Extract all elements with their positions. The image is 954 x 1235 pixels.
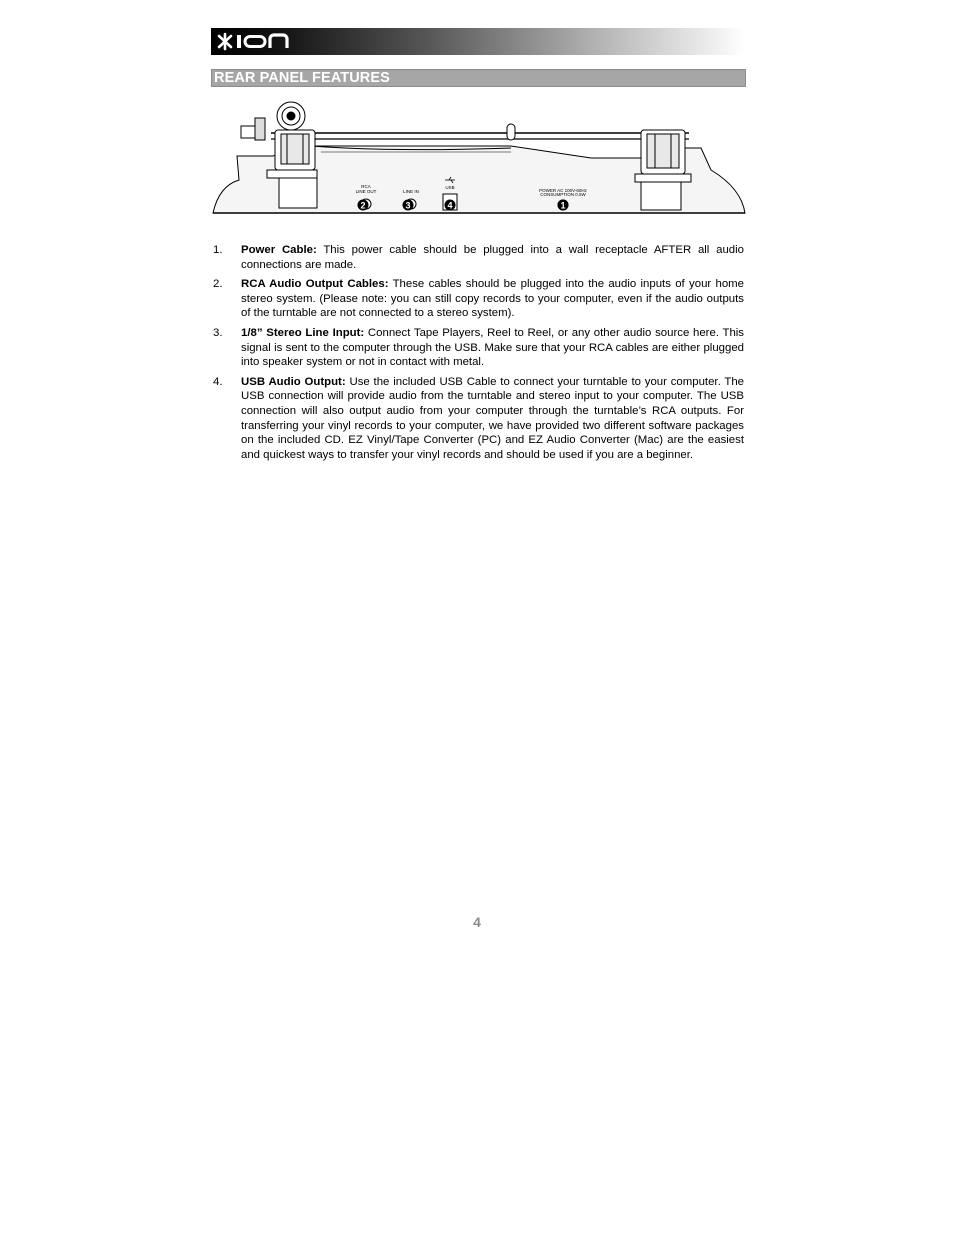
item-description: This power cable should be plugged into a wall receptacle AFTER all audio connections are made. [241,244,744,271]
list-item [213,375,744,463]
item-description: These cables should be plugged into the audio inputs of your home stereo system. (Please note: you can still copy records to your computer, even if the audio outputs of the turntable are not connected to a stereo system). [241,278,744,320]
ion-logo [215,31,295,52]
page-number: 4 [473,914,481,930]
rca-label: RCA [361,184,371,189]
list-text [241,326,744,370]
list-text [241,375,744,463]
usb-label: USB [445,185,455,190]
list-number: 3. [213,326,223,339]
list-item [213,326,744,370]
item-label: 1/8” Stereo Line Input: [241,326,365,339]
section-header [211,69,746,87]
marker-2: 2 [360,200,366,211]
item-description: Connect Tape Players, Reel to Reel, or any other audio source here. This signal is sent to the computer through the USB. Make sure that your RCA cables are either plugged into speaker system or not in contact with metal. [241,326,745,369]
list-number: 1. [213,244,223,256]
item-label: Power Cable: [241,244,317,256]
feature-list [213,243,744,467]
list-number: 2. [213,278,223,291]
marker-1: 1 [560,200,566,211]
line-out-label: LINE OUT [355,189,377,194]
list-item [213,277,744,321]
list-text [241,277,744,321]
power-label-2: CONSUMPTION 0.5W [540,192,586,197]
item-label: RCA Audio Output Cables: [241,278,389,291]
marker-3: 3 [405,200,411,211]
line-in-label: LINE IN [403,189,419,194]
section-title: REAR PANEL FEATURES [214,70,390,86]
list-item [213,243,744,272]
power-label-1: POWER AC 100V-60Hz [539,188,587,193]
header-bar [211,28,746,55]
list-text [241,243,744,272]
item-description: Use the included USB Cable to connect your turntable to your computer. The USB connection will provide audio from the turntable and stereo input to your computer. The USB connection will also output audio from your computer through the turntable’s RCA outputs. For transferring your vinyl records to your computer, we have provided two different software packages on the included CD. EZ Vinyl/Tape Converter (PC) and EZ Audio Converter (Mac) are the easiest and quickest ways to transfer your vinyl records and should be used if you are a beginner. [241,375,744,461]
list-number: 4. [213,375,223,388]
marker-4: 4 [447,200,453,211]
item-label: USB Audio Output: [241,375,346,388]
turntable-rear-panel-diagram [211,100,747,218]
